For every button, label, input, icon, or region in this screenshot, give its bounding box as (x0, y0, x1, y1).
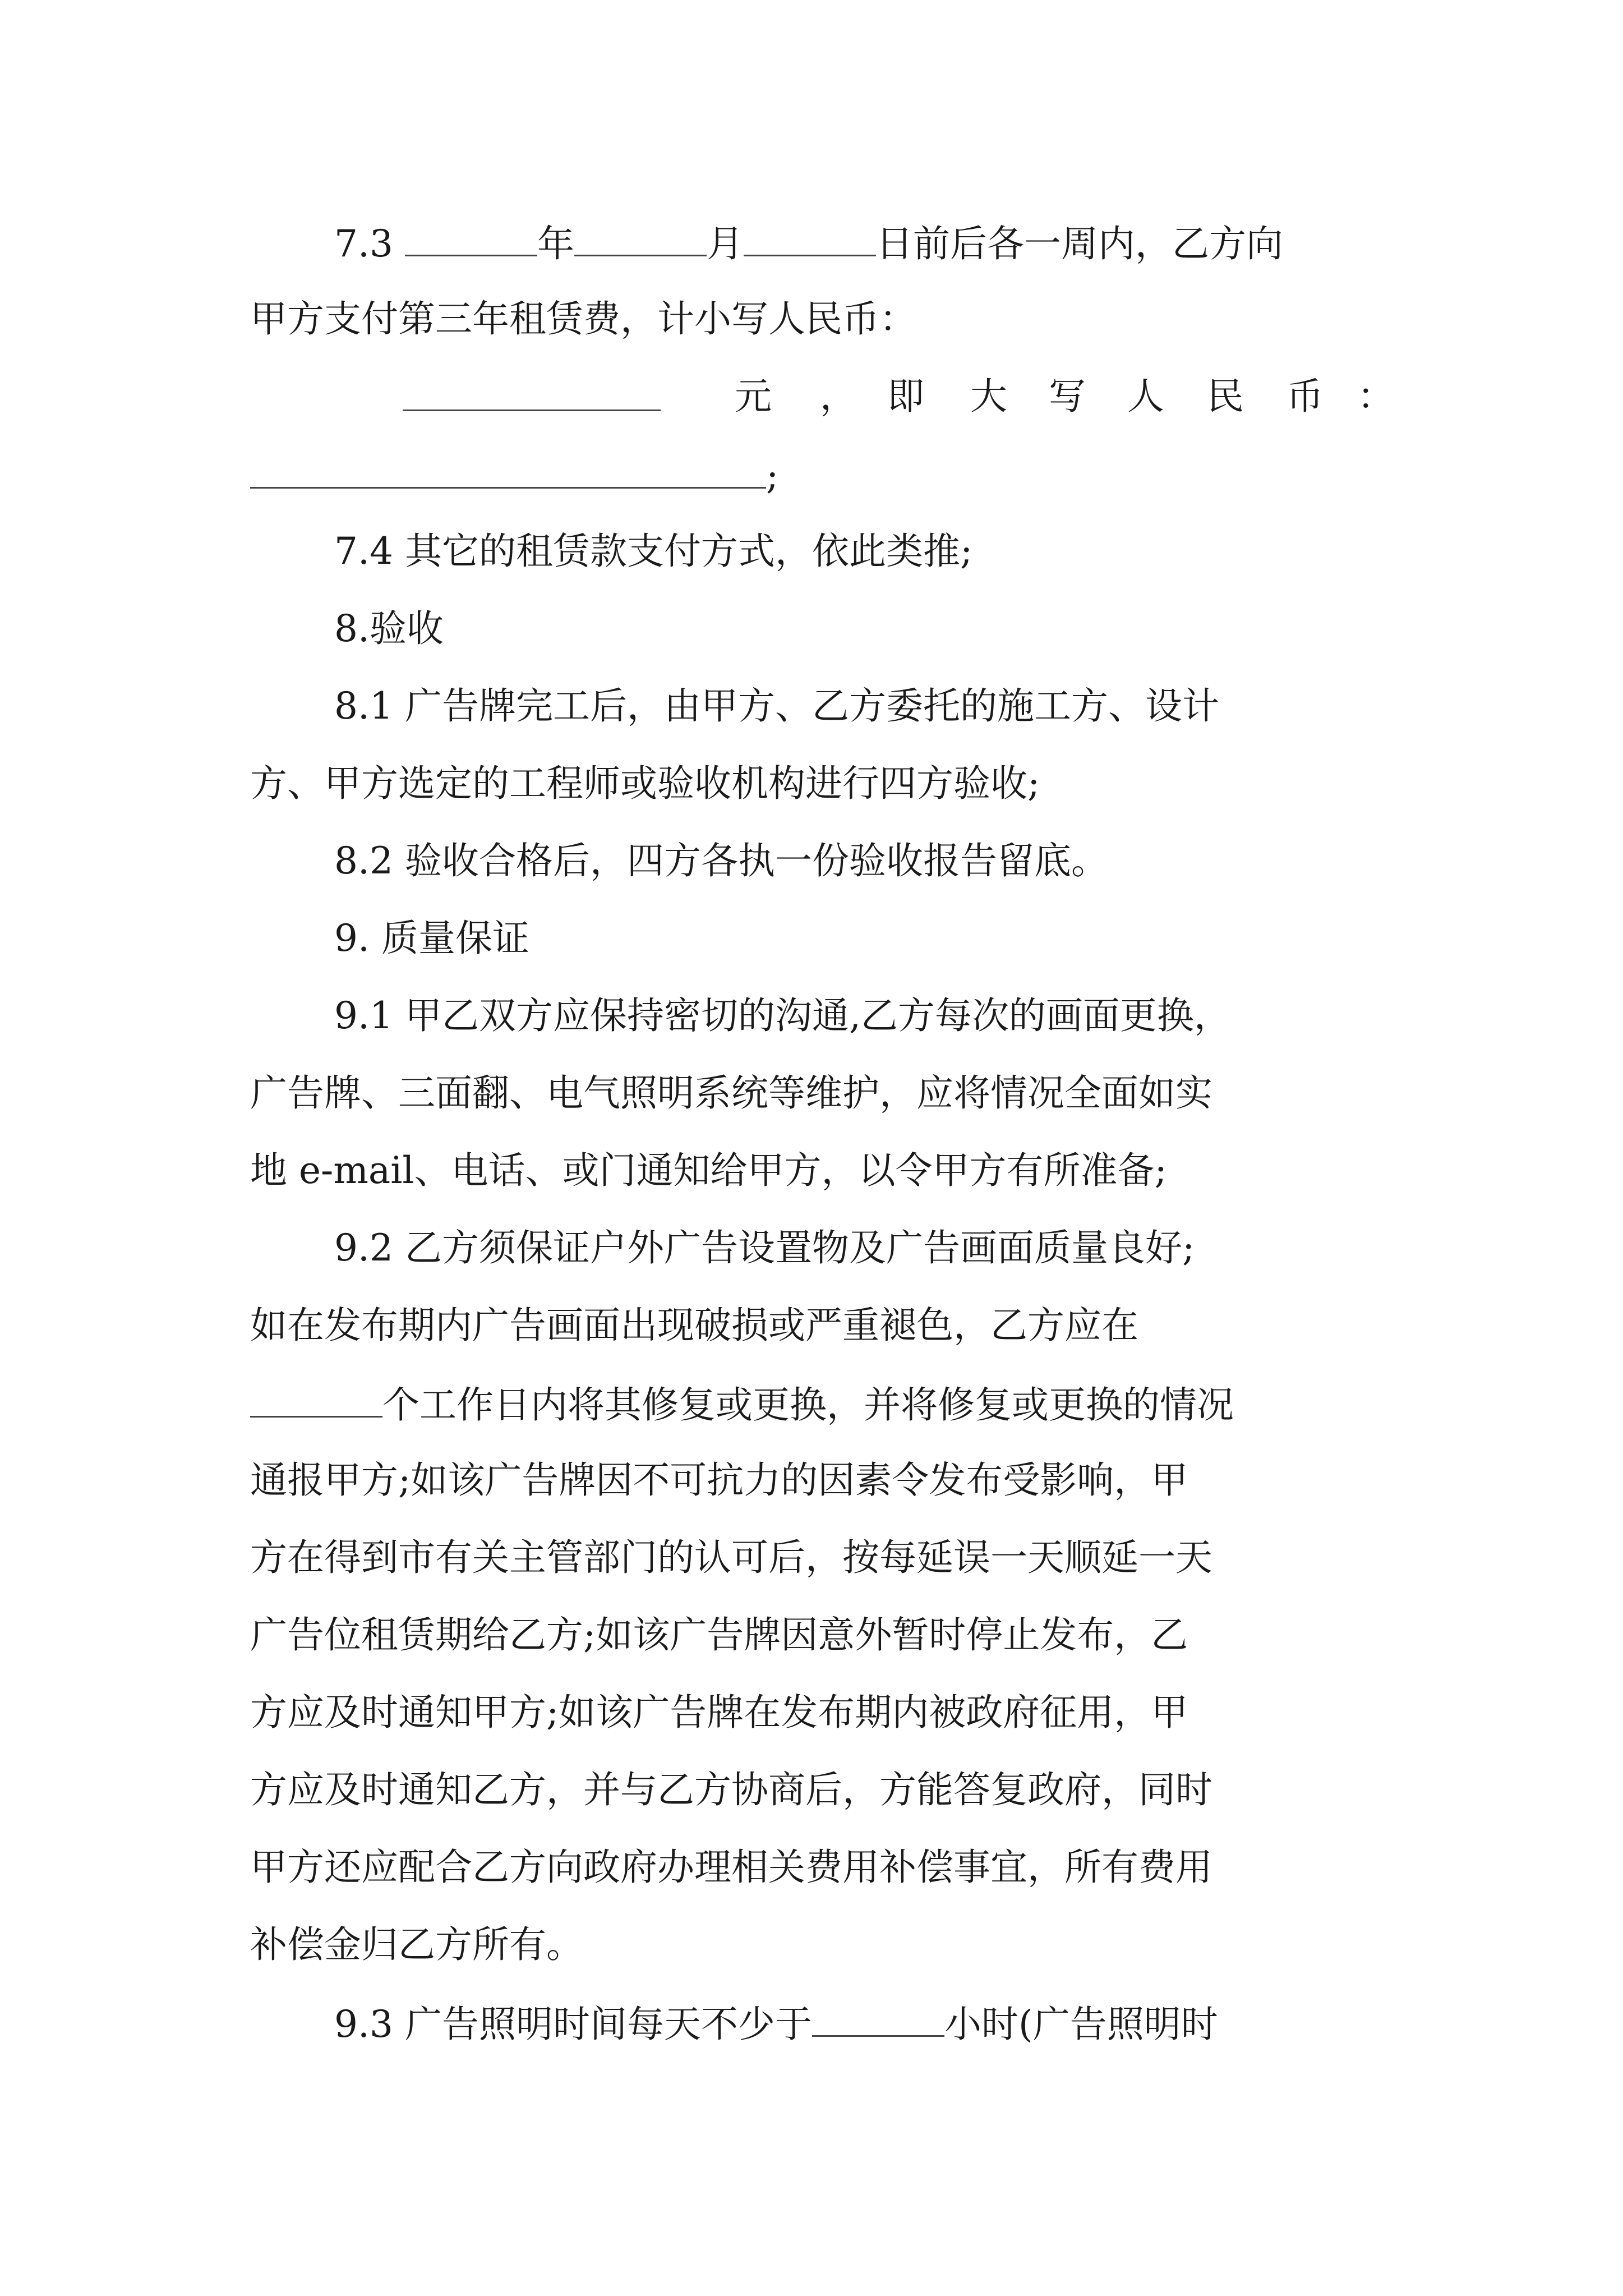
blank-amount-capital (250, 455, 766, 489)
clause-7-3-line-4 (250, 454, 779, 498)
clause-number: 7.3 (334, 222, 405, 266)
colon: ： (1357, 375, 1394, 418)
yuan-label: 元 (735, 375, 772, 418)
blank-month (574, 223, 707, 256)
year-label: 年 (537, 222, 574, 266)
clause-9-1-line-3: 地 e-mail、电话、或门通知给甲方，以令甲方有所准备; (250, 1149, 1167, 1192)
char-xie: 写 (1049, 375, 1086, 418)
clause-9-2-line-4: 通报甲方;如该广告牌因不可抗力的因素令发布受影响，甲 (250, 1458, 1188, 1502)
clause-9-3-line-1 (334, 2003, 1218, 2046)
char-min: 民 (1207, 375, 1244, 418)
blank-amount-small (403, 378, 661, 411)
clause-8-1-line-2: 方、甲方选定的工程师或验收机构进行四方验收; (250, 762, 1040, 805)
clause-7-3-line-1 (334, 222, 1283, 266)
clause-9-2-line-7: 方应及时通知甲方;如该广告牌在发布期内被政府征用，甲 (250, 1691, 1188, 1734)
section-9-heading: 9. 质量保证 (334, 917, 529, 960)
blank-hours (812, 2004, 944, 2037)
clause-9-2-line-3 (250, 1383, 1234, 1427)
clause-text-end: 小时(广告照明时 (944, 2003, 1218, 2046)
char-ren: 人 (1127, 375, 1164, 418)
blank-workdays (250, 1384, 382, 1418)
section-8-heading: 8.验收 (334, 607, 444, 650)
blank-year (405, 223, 537, 256)
clause-7-3-line-2: 甲方支付第三年租赁费，计小写人民币： (250, 297, 916, 341)
clause-9-2-line-10: 补偿金归乙方所有。 (250, 1923, 583, 1966)
clause-9-2-line-1: 9.2 乙方须保证户外广告设置物及广告画面质量良好; (334, 1226, 1195, 1269)
clause-9-2-line-5: 方在得到市有关主管部门的认可后，按每延误一天顺延一天 (250, 1536, 1212, 1579)
clause-7-4: 7.4 其它的租赁款支付方式，依此类推; (334, 530, 973, 573)
char-bi: 币 (1287, 375, 1324, 418)
comma: ， (820, 375, 857, 418)
clause-9-2-line-2: 如在发布期内广告画面出现破损或严重褪色，乙方应在 (250, 1304, 1138, 1347)
clause-text: 9.3 广告照明时间每天不少于 (334, 2003, 812, 2046)
blank-day (744, 223, 876, 256)
clause-text: 日前后各一周内，乙方向 (875, 222, 1283, 266)
clause-text: 个工作日内将其修复或更换，并将修复或更换的情况 (382, 1383, 1234, 1427)
clause-9-2-line-9: 甲方还应配合乙方向政府办理相关费用补偿事宜，所有费用 (250, 1846, 1212, 1889)
clause-8-1-line-1: 8.1 广告牌完工后，由甲方、乙方委托的施工方、设计 (334, 684, 1219, 728)
clause-9-2-line-6: 广告位租赁期给乙方;如该广告牌因意外暂时停止发布，乙 (250, 1613, 1188, 1657)
semicolon: ; (766, 454, 779, 498)
clause-8-2: 8.2 验收合格后，四方各执一份验收报告留底。 (334, 839, 1108, 882)
month-label: 月 (706, 222, 744, 266)
char-da: 大 (970, 375, 1007, 418)
clause-9-1-line-2: 广告牌、三面翻、电气照明系统等维护，应将情况全面如实 (250, 1071, 1212, 1115)
clause-9-1-line-1: 9.1 甲乙双方应保持密切的沟通,乙方每次的画面更换， (334, 994, 1231, 1037)
clause-9-2-line-8: 方应及时通知乙方，并与乙方协商后，方能答复政府，同时 (250, 1768, 1212, 1811)
char-ji: 即 (887, 375, 924, 418)
